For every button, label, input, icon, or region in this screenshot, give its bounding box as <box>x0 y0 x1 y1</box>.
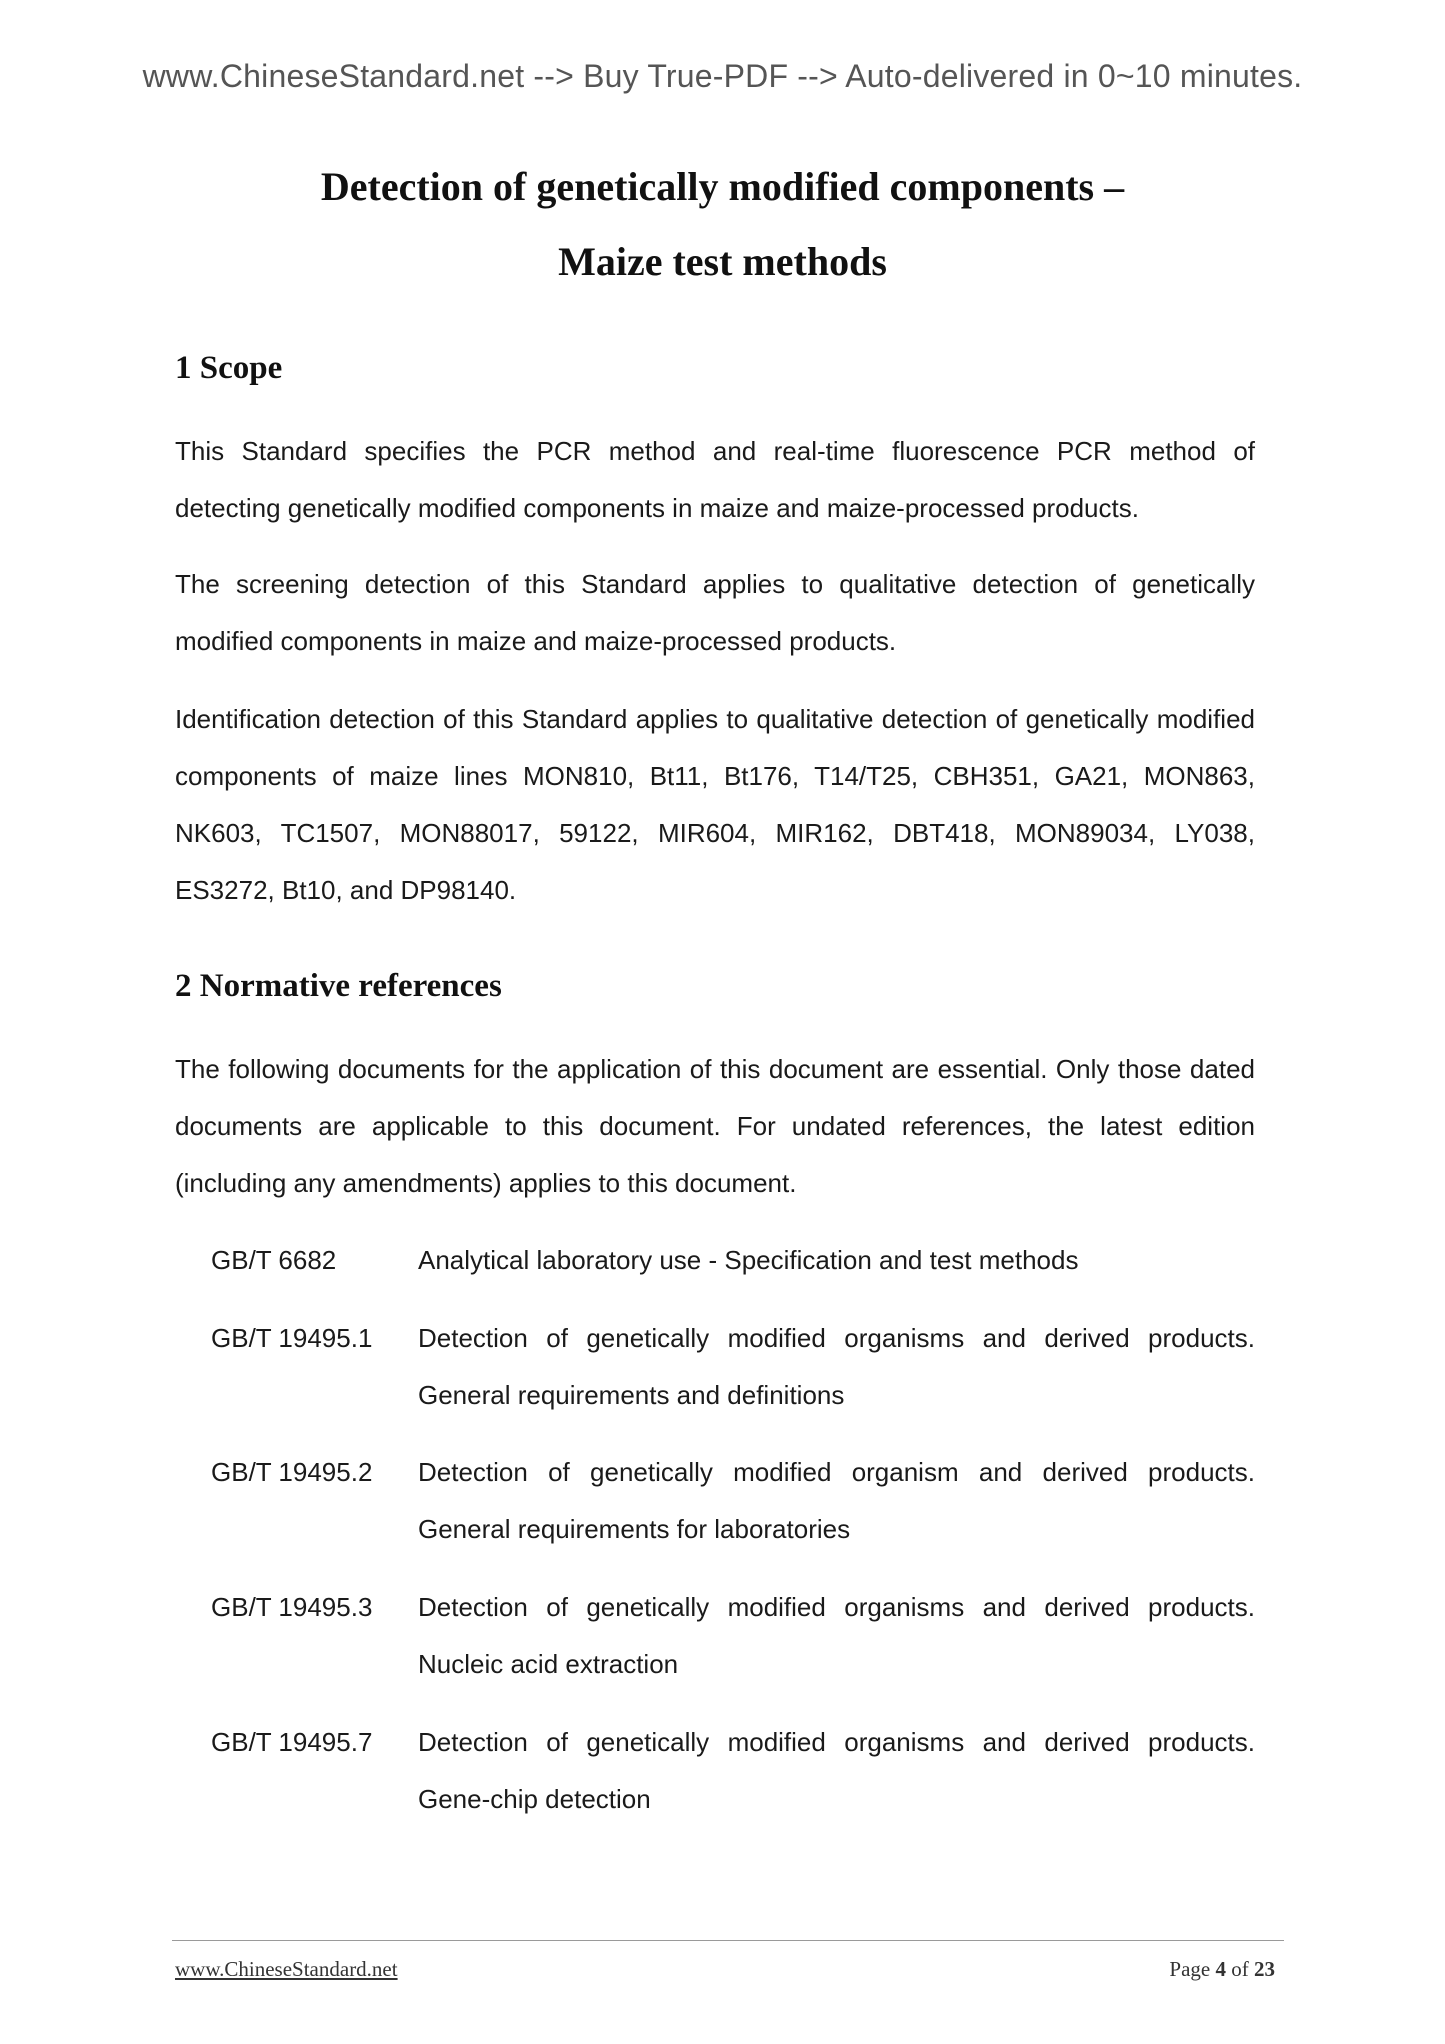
header-banner[interactable]: www.ChineseStandard.net --> Buy True-PDF --> Auto-delivered in 0~10 minutes. <box>142 58 1303 94</box>
page-number: 4 <box>1215 1957 1226 1981</box>
page-of: of <box>1231 1957 1249 1981</box>
reference-code: GB/T 19495.2 <box>211 1457 373 1487</box>
reference-description: Detection of genetically modified organisms and derived products. Gene-chip detection <box>418 1727 1255 1814</box>
reference-code: GB/T 19495.1 <box>211 1323 373 1353</box>
footer-site-link[interactable]: www.ChineseStandard.net <box>175 1957 398 1981</box>
reference-description: Detection of genetically modified organisms and derived products. Nucleic acid extraction <box>418 1592 1255 1679</box>
reference-code: GB/T 6682 <box>211 1245 337 1275</box>
document-title-line-1: Detection of genetically modified components – <box>320 164 1125 209</box>
page-prefix: Page <box>1169 1957 1211 1981</box>
reference-code: GB/T 19495.7 <box>211 1727 373 1757</box>
reference-code: GB/T 19495.3 <box>211 1592 373 1622</box>
document-title-line-2: Maize test methods <box>558 239 887 284</box>
section-heading-scope: 1 Scope <box>175 350 283 386</box>
page-total: 23 <box>1254 1957 1275 1981</box>
scope-paragraph-1: This Standard specifies the PCR method and real-time fluorescence PCR method of detecting genetically modified components in maize and maize-processed products. <box>175 436 1255 523</box>
section-heading-normative-references: 2 Normative references <box>175 968 502 1004</box>
scope-paragraph-2: The screening detection of this Standard applies to qualitative detection of genetically modified components in maize and maize-processed products. <box>175 569 1255 656</box>
footer-divider <box>172 1940 1284 1941</box>
reference-description: Detection of genetically modified organism and derived products. General requirements for laboratories <box>418 1457 1255 1544</box>
normative-intro-paragraph: The following documents for the application of this document are essential. Only those dated documents are applicable to this document. For undated references, the latest edition (including any amendments) applies to this document. <box>175 1054 1255 1198</box>
scope-paragraph-3: Identification detection of this Standard applies to qualitative detection of genetically modified components of maize lines MON810, Bt11, Bt176, T14/T25, CBH351, GA21, MON863, NK603, TC1507, MON88017, 59122, MIR604, MIR162, DBT418, MON89034, LY038, ES3272, Bt10, and DP98140. <box>175 704 1255 905</box>
reference-description: Detection of genetically modified organisms and derived products. General requirements and definitions <box>418 1323 1255 1410</box>
page-indicator <box>1169 1957 1275 1982</box>
reference-description: Analytical laboratory use - Specification and test methods <box>418 1245 1079 1275</box>
